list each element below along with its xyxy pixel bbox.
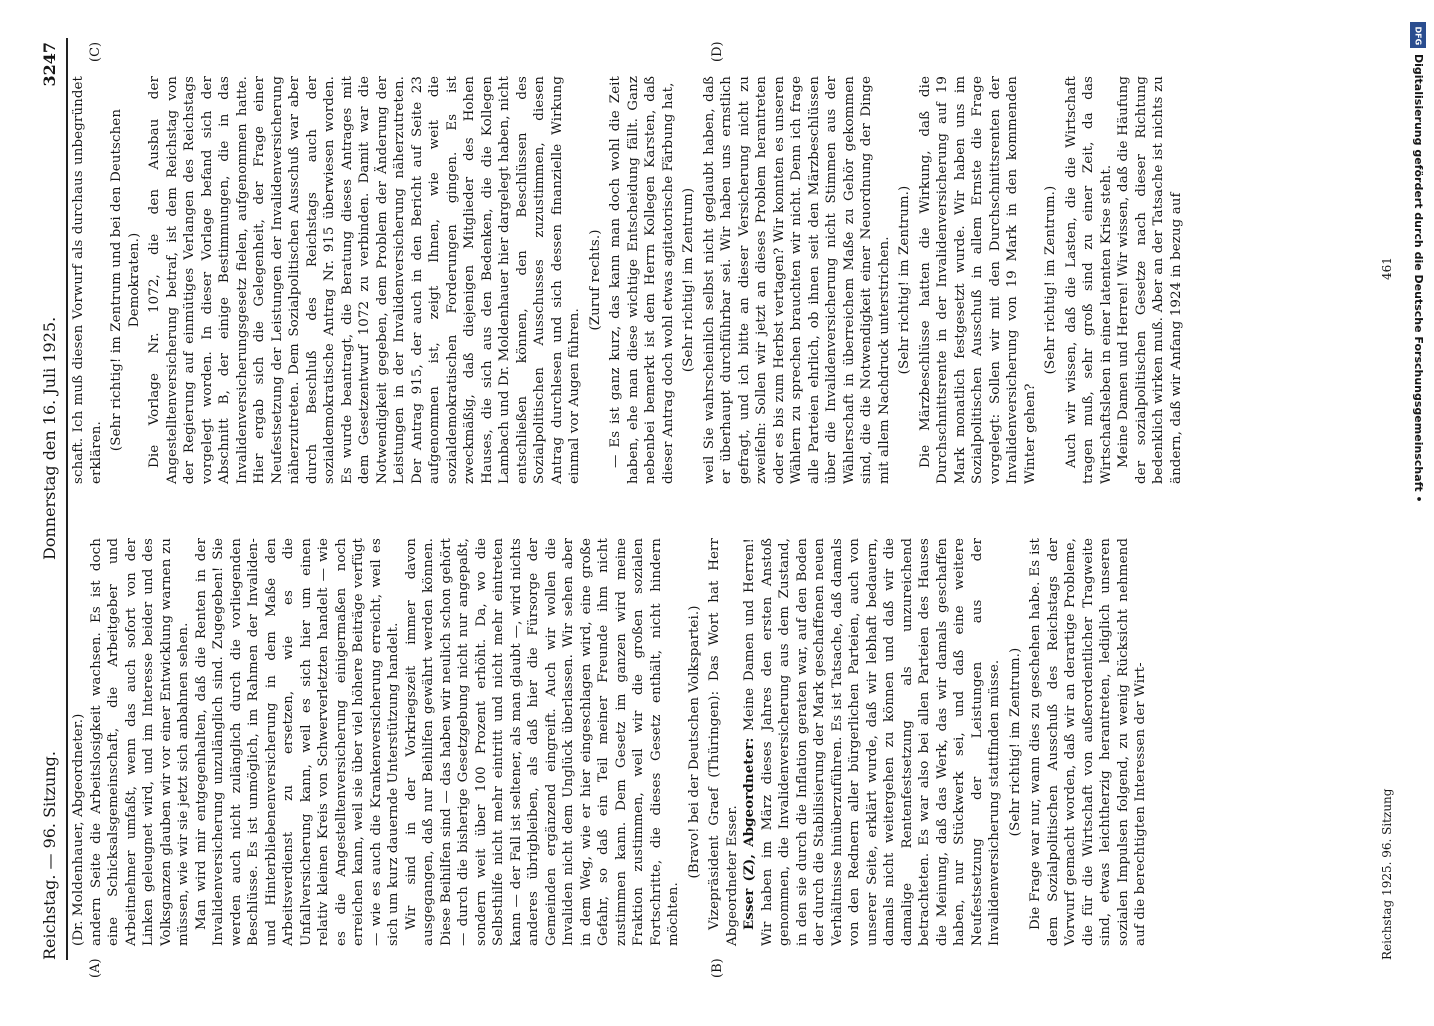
interjection: (Sehr richtig! im Zentrum.): [897, 185, 912, 375]
paragraph: Meine Damen und Herren! Wir wissen, daß die Häufung der sozialpolitischen Gesetze nach dieser Richtung bedenklich wirken muß. Aber an der Tatsache ist nichts zu ändern, daß wir Anfang 1924 in bezug auf: [1116, 76, 1184, 484]
dfg-sidebar: [1406, 14, 1430, 986]
margin-letter-c: (C): [88, 41, 103, 62]
interjection: (Sehr richtig! im Zentrum und bei den Deutschen Demokraten.): [109, 108, 142, 452]
rotated-document-page: [20, 20, 1415, 980]
paragraph: Man wird mir entgegenhalten, daß die Renten in der Invalidenversicherung unzulänglich sind. Zugegeben! Sie werden auch nicht zulänglich durch die vorliegenden Beschlüsse. Es ist unmöglich, im Rahmen der Invaliden- und Hinterbliebenenversicherung in dem Maße den Arbeitsverdienst zu ersetzen, wie es die Unfallversicherung kann, weil es sich hier um einen relativ kleinen Kreis von Schwerverletzten handelt — wie es die Angestelltenversicherung einigermaßen noch erreichen kann, weil sie über viel höhere Beiträge verfügt — wie es auch die Krankenversicherung erreicht, weil es sich um kurz dauernde Unterstützung handelt.: [193, 538, 401, 946]
right-column: [70, 76, 1185, 484]
margin-letter-a: (A): [88, 958, 103, 978]
paragraph: Die Vorlage Nr. 1072, die den Ausbau der Angestelltenversicherung betraf, ist dem Reichstag von der Regierung auf einmütiges Verlangen des Reichstags vorgelegt worden. In dieser Vorlage befand sich der Abschnitt B, der einige Bestimmungen, die in das Invalidenversicherungsgesetz fielen, aufgenommen hatte. Hier ergab sich die Gelegenheit, der Frage einer Neufestsetzung der Leistungen der Invalidenversicherung näherzutreten. Dem Sozialpolitischen Ausschuß war aber durch Beschluß des Reichstags auch der sozialdemokratische Antrag Nr. 915 überwiesen worden. Es wurde beantragt, die Beratung dieses Antrages mit dem Gesetzentwurf 1072 zu verbinden. Damit war die Notwendigkeit gegeben, dem Problem der Änderung der Leistungen in der Invalidenversicherung näherzutreten. Der Antrag 915, der auch in den Bericht auf Seite 23 aufgenommen ist, zeigt Ihnen, wie weit die sozialdemokratischen Forderungen gingen. Es ist zweckmäßig, daß diejenigen Mitglieder des Hohen Hauses, die sich aus den Bedenken, die die Kollegen Lambach und Dr. Moldenhauer hier dargelegt haben, nicht entschließen können, den Beschlüssen des Sozialpolitischen Ausschusses zuzustimmen, diesen Antrag durchlesen und sich dessen finanzielle Wirkung einmal vor Augen führen.: [147, 76, 582, 484]
paragraph: Die Märzbeschlüsse hatten die Wirkung, daß die Durchschnittsrente in der Invalidenversicherung auf 19 Mark monatlich festgesetzt wurde. Wir haben uns im Sozialpolitischen Ausschuß in allem Ernste die Frage vorgelegt: Sollen wir mit den Durchschnittsrenten der Invalidenversicherung von 19 Mark in den kommenden Winter gehen?: [917, 76, 1038, 484]
footer-page-mark: 461: [1380, 257, 1394, 280]
header-page-number: 3247: [40, 42, 59, 87]
speaker-tag: (Dr. Moldenhauer, Abgeordneter.): [71, 713, 86, 946]
paragraph: Meine Damen und Herren! Wir haben im März dieses Jahres den ersten Anstoß genommen, die Invalidenversicherung aus dem Zustand, in den sie durch die Inflation geraten war, auf den Boden der durch die Stabilisierung der Mark geschaffenen neuen Verhältnisse hinüberzuführen. Es ist Tatsache, daß damals von den Rednern aller bürgerlichen Parteien, auch von unserer Seite, erklärt wurde, daß wir lebhaft bedauern, damals nicht weitergehen zu können und daß wir die damalige Rentenfestsetzung als unzureichend betrachteten. Es war also bei allen Parteien des Hauses die Meinung, daß das Werk, das wir damals geschaffen haben, nur Stückwerk sei, und daß eine weitere Neufestsetzung der Leistungen aus der Invalidenversicherung stattfinden müsse.: [742, 538, 1002, 946]
header-rule: [66, 38, 68, 960]
dfg-credit-text: Digitalisierung gefördert durch die Deutsche Forschungsgemeinschaft •: [1412, 54, 1425, 503]
paragraph: Auch wir wissen, daß die Lasten, die die Wirtschaft tragen muß, sehr groß sind zu einer Zeit, da das Wirtschaftsleben in einer latenten Krise steht.: [1063, 76, 1114, 484]
footer-left: Reichstag 1925. 96. Sitzung: [1380, 788, 1394, 960]
president-note: Vizepräsident Graef (Thüringen): Das Wort hat Herr Abgeordneter Esser.: [707, 538, 740, 946]
interjection: (Sehr richtig! im Zentrum): [681, 187, 696, 373]
margin-letter-b: (B): [710, 958, 725, 978]
paragraph: weil Sie wahrscheinlich selbst nicht geglaubt haben, daß er überhaupt durchführbar sei. Wir haben uns ernstlich gefragt, und ich bitte an dieser Versicherung nicht zu zweifeln: Sollen wir jetzt an dieses Problem herantreten oder es bis zum Herbst vertagen? Wir konnten es unseren Wählern zu sprechen brauchten wir nicht. Denn ich frage alle Parteien ehrlich, ob ihnen seit den Märzbeschlüssen über die Invalidenversicherung nicht Stimmen aus der Wählerschaft in überreichem Maße zu Gehör gekommen sind, die die Notwendigkeit einer Neuordnung der Dinge mit allem Nachdruck unterstrichen.: [701, 76, 892, 484]
header-center: Donnerstag den 16. Juli 1925.: [40, 316, 59, 560]
paragraph: schaft. Ich muß diesen Vorwurf als durchaus unbegründet erklären.: [71, 76, 104, 484]
speaker-esser: Esser (Z), Abgeordneter:: [741, 737, 757, 930]
paragraph: Die Frage war nur, wann dies zu geschehen habe. Es ist dem Sozialpolitischen Ausschuß des Reichstags der Vorwurf gemacht worden, daß wir an derartige Probleme, die für die Wirtschaft von außerordentlicher Tragweite sind, etwas leichtherzig herantreten, lediglich unseren sozialen Impulsen folgend, zu wenig Rücksicht nehmend auf die berechtigten Interessen der Wirt-: [1028, 538, 1148, 946]
header-left: Reichstag. — 96. Sitzung.: [40, 751, 59, 960]
dfg-logo: DFG: [1410, 22, 1426, 48]
interjection: (Zuruf rechts.): [587, 229, 603, 331]
left-column: [70, 538, 1150, 946]
margin-letter-d: (D): [710, 41, 725, 62]
interjection: (Sehr richtig! im Zentrum.): [1007, 647, 1023, 837]
paragraph: — Es ist ganz kurz, das kann man doch wohl die Zeit haben, ehe man diese wichtige Entscheidung fällt. Ganz nebenbei bemerkt ist dem Herrn Kollegen Karsten, daß dieser Antrag doch wohl etwas agitatorische Färbung hat,: [608, 76, 676, 484]
interjection: (Sehr richtig! im Zentrum.): [1043, 185, 1058, 375]
paragraph: andern Seite die Arbeitslosigkeit wachsen. Es ist doch eine Schicksalsgemeinschaft, die Arbeitgeber und Arbeitnehmer umfaßt, wenn das auch sofort von der Linken geleugnet wird, und im Interesse beider und des Volksganzen glauben wir vor einer Entwicklung warnen zu müssen, wie wir sie jetzt sich anbahnen sehen.: [88, 538, 191, 946]
paragraph: Wir sind in der Vorkriegszeit immer davon ausgegangen, daß nur Beihilfen gewährt werden können. Diese Beihilfen sind — das haben wir neulich schon gehört — durch die bisherige Gesetzgebung nicht nur angepaßt, sondern weit über 100 Prozent erhöht. Da, wo die Selbsthilfe nicht mehr eintritt und nicht mehr eintreten kann — der Fall ist seltener, als man glaubt —, wird nichts anderes übrigbleiben, als daß hier die Fürsorge der Gemeinden ergänzend eingreift. Auch wir wollen die Invaliden nicht dem Unglück überlassen. Wir sehen aber in dem Weg, wie er hier eingeschlagen wird, eine große Gefahr, so daß ein Teil meiner Freunde ihm nicht zustimmen kann. Dem Gesetz im ganzen wird meine Fraktion zustimmen, weil wir die großen sozialen Fortschritte, die dieses Gesetz enthält, nicht hindern möchten.: [403, 538, 681, 946]
applause-note: (Bravo! bei der Deutschen Volkspartei.): [686, 605, 702, 879]
